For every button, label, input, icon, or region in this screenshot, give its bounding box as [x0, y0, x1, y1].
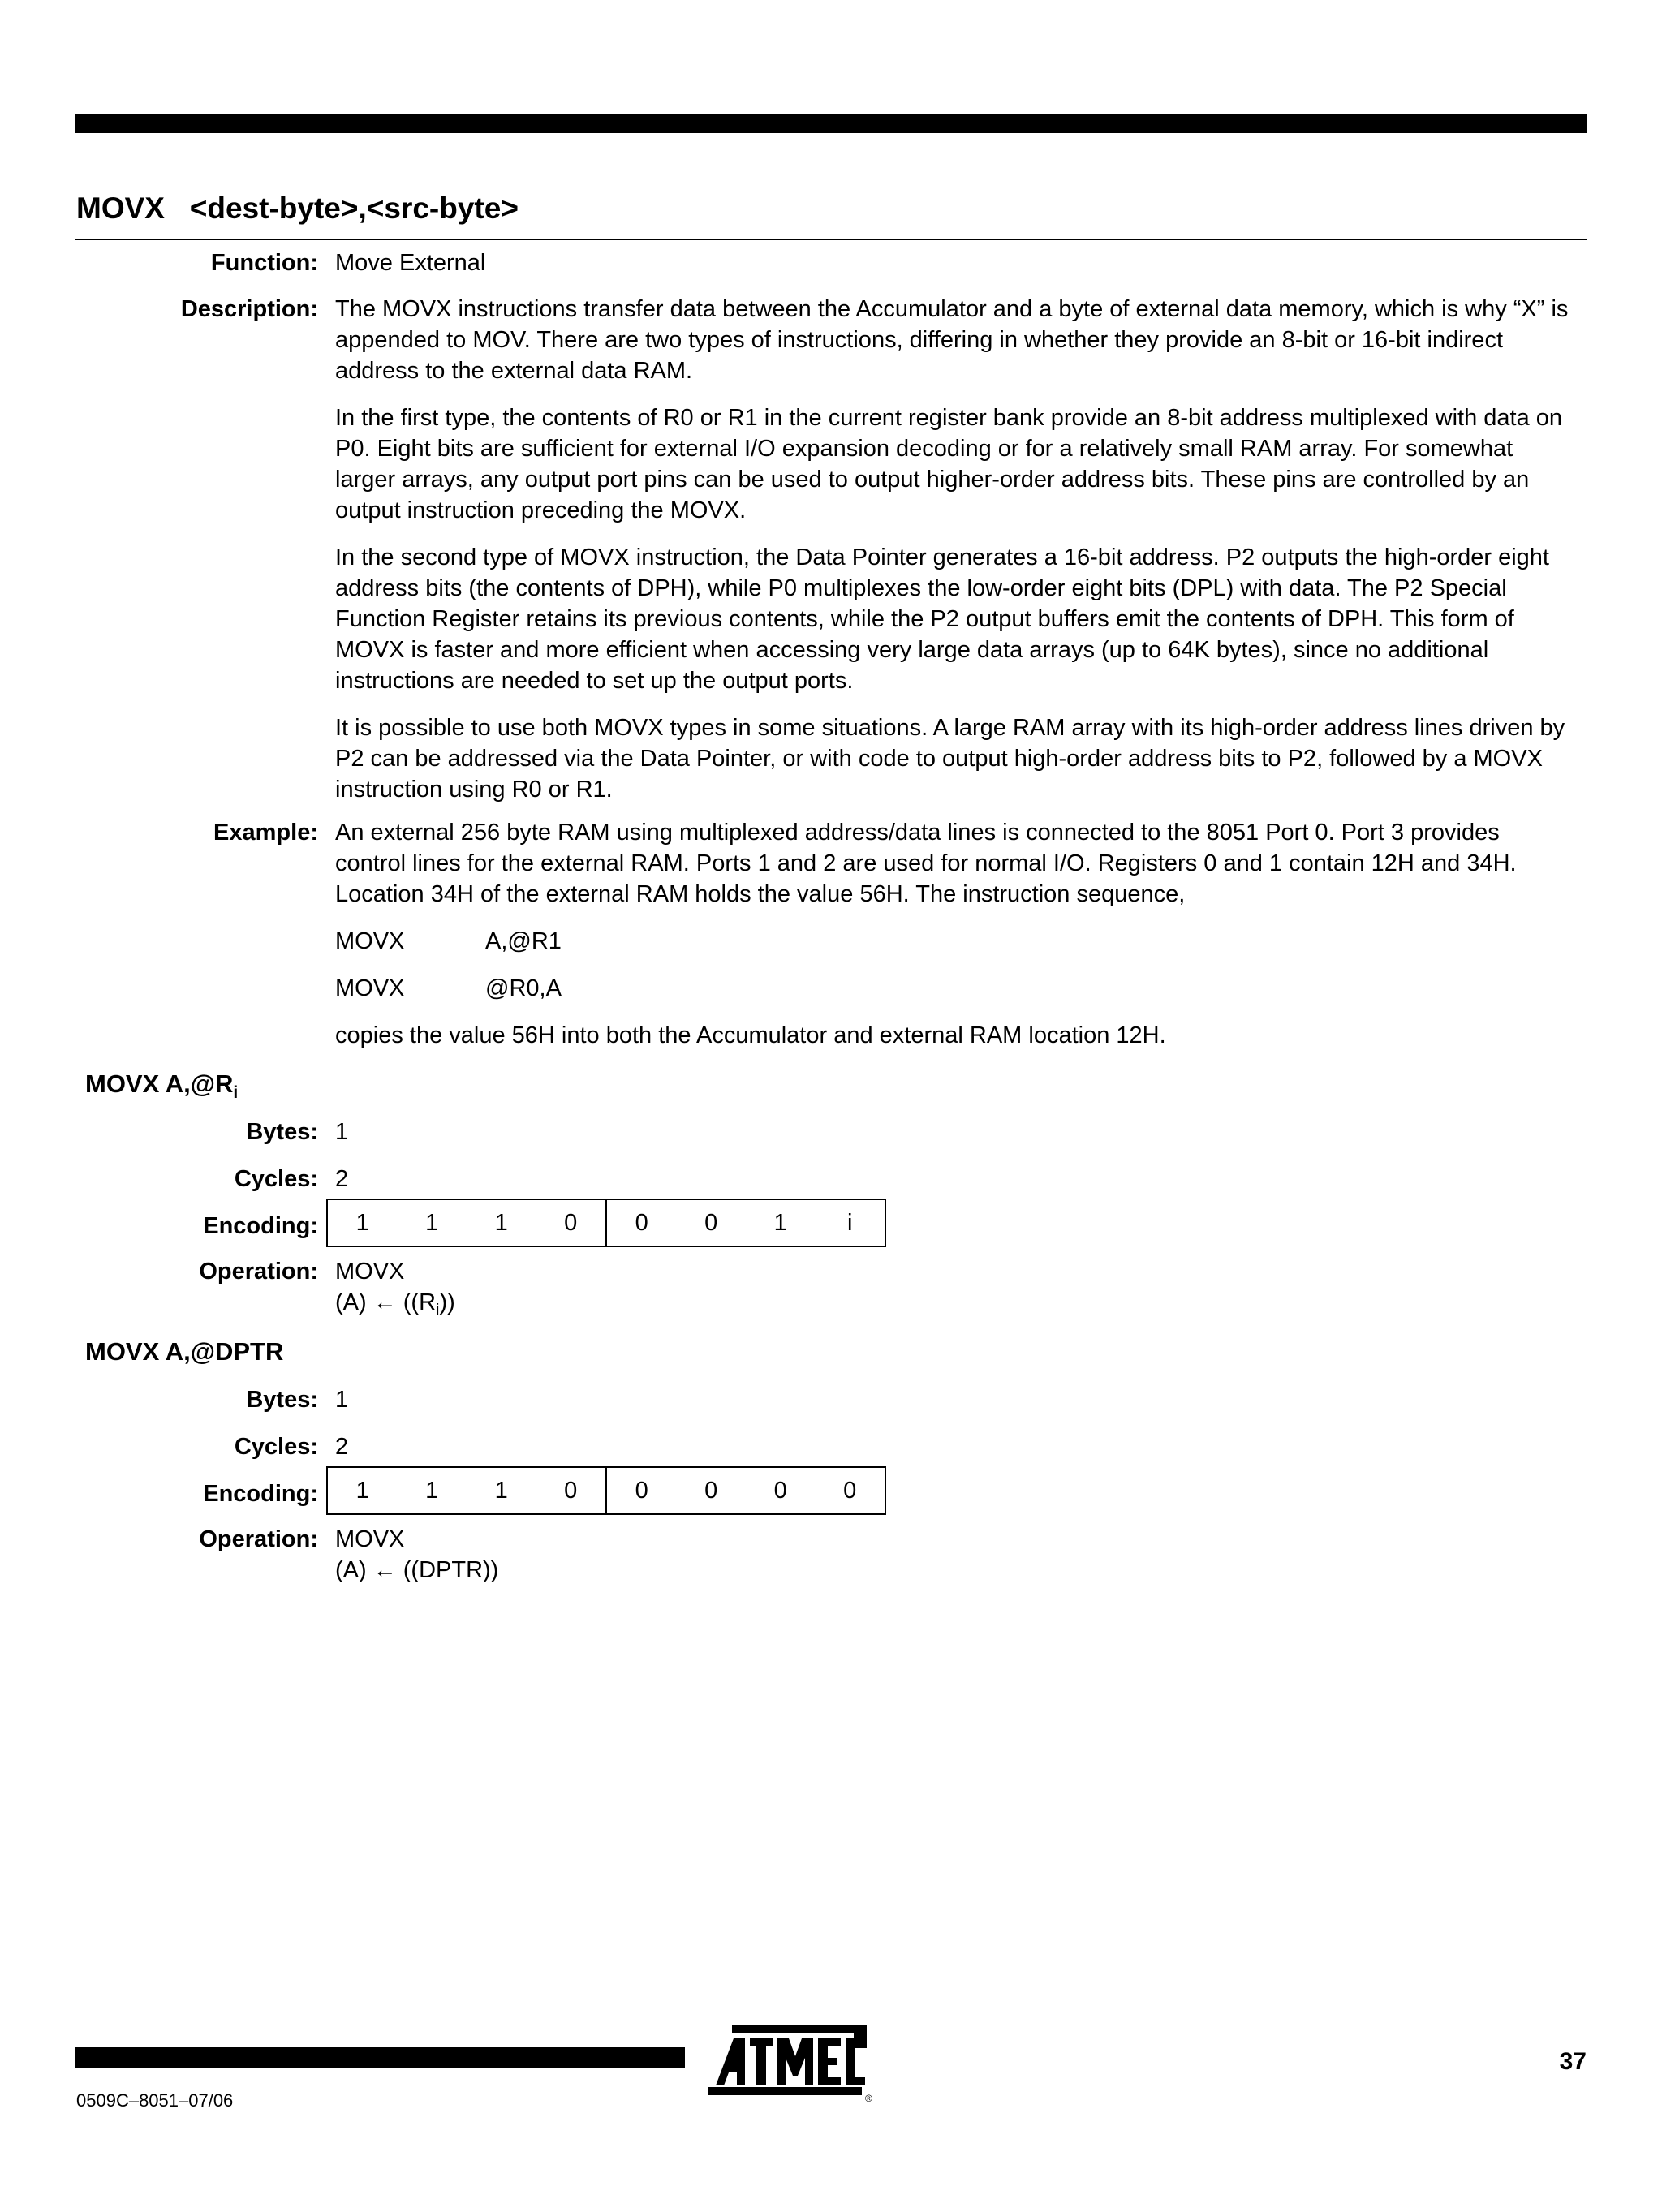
encoding-bit: 1	[355, 1478, 369, 1504]
operation-line: MOVX	[335, 1259, 405, 1285]
operation-line: (A) ← $((R_i))$	[335, 1289, 455, 1319]
encoding-bit: 0	[704, 1478, 718, 1504]
operation-value	[335, 1256, 1569, 1326]
page-title: MOVX <dest-byte>,<src-byte>	[76, 192, 519, 225]
form-heading-dptr: MOVX A,@DPTR	[85, 1337, 284, 1366]
operation-label: Operation:	[199, 1526, 318, 1552]
encoding-low-nibble	[607, 1200, 885, 1246]
encoding-bit: 1	[425, 1210, 439, 1236]
encoding-bit: 0	[564, 1478, 578, 1504]
document-code: 0509C–8051–07/06	[76, 2090, 234, 2111]
description-paragraph: It is possible to use both MOVX types in some situations. A large RAM array with its high-order address lines driven by P2 can be addressed via the Data Pointer, or with code to output high-order address bits to P2, followed by a MOVX instruction using R0 or R1.	[335, 715, 1565, 803]
code-args: @R0,A	[485, 975, 562, 1001]
code-line	[335, 926, 1569, 957]
description-paragraph: The MOVX instructions transfer data between the Accumulator and a byte of external data memory, which is why “X” is appended to MOV. There are two types of instructions, differing in whether they provide an 8-bit or 16-bit indirect address to the external data RAM.	[335, 296, 1569, 384]
encoding-bit: 0	[635, 1478, 648, 1504]
example-label: Example:	[213, 820, 318, 846]
description-body	[335, 294, 1569, 821]
form-heading-ri: MOVX $A,@R_i$	[85, 1069, 239, 1103]
operation-line: MOVX	[335, 1526, 405, 1552]
code-op: MOVX	[335, 928, 405, 954]
cycles-label: Cycles:	[234, 1434, 318, 1460]
encoding-high-nibble	[328, 1468, 607, 1513]
function-value: Move External	[335, 250, 486, 276]
bytes-value: 1	[335, 1119, 349, 1145]
description-paragraph: In the first type, the contents of R0 or R1 in the current register bank provide an 8-bit address multiplexed with data on P0. Eight bits are sufficient for external I/O expansion decoding or for a relatively small RAM array. For somewhat larger arrays, any output port pins can be used to output higher-order address bits. These pins are controlled by an output instruction preceding the MOVX.	[335, 405, 1563, 523]
encoding-bit: 0	[843, 1478, 857, 1504]
encoding-bit: i	[847, 1210, 853, 1236]
operation-value	[335, 1524, 1569, 1594]
bytes-label: Bytes:	[246, 1387, 318, 1413]
encoding-low-nibble	[607, 1468, 885, 1513]
bytes-value: 1	[335, 1387, 349, 1413]
bytes-label: Bytes:	[246, 1119, 318, 1145]
title-underline	[75, 239, 1587, 240]
example-intro: An external 256 byte RAM using multiplexed address/data lines is connected to the 8051 Port 0. Port 3 provides control lines for the external RAM. Ports 1 and 2 are used for normal I/O. Registers 0 and 1 contain 12H and 34H. Location 34H of the external RAM holds the value 56H. The instruction sequence,	[335, 820, 1517, 907]
encoding-bit: 0	[564, 1210, 578, 1236]
encoding-bit: 1	[494, 1210, 508, 1236]
encoding-label: Encoding:	[203, 1213, 318, 1239]
encoding-label: Encoding:	[203, 1481, 318, 1507]
cycles-value: 2	[335, 1434, 349, 1460]
description-paragraph: In the second type of MOVX instruction, the Data Pointer generates a 16-bit address. P2 outputs the high-order eight address bits (the contents of DPH), while P0 multiplexes the low-order eight bits (DPL) with data. The P2 Special Function Register retains its previous contents, while the P2 output buffers emit the contents of DPH. This form of MOVX is faster and more efficient when accessing very large data arrays (up to 64K bytes), since no additional instructions are needed to set up the output ports.	[335, 544, 1549, 694]
code-op: MOVX	[335, 975, 405, 1001]
encoding-bit: 0	[773, 1478, 787, 1504]
code-args: A,@R1	[485, 928, 562, 954]
description-label: Description:	[180, 296, 318, 322]
cycles-value: 2	[335, 1166, 349, 1192]
example-body	[335, 817, 1569, 1067]
operation-line: (A) ← ((DPTR))	[335, 1557, 499, 1583]
encoding-bit: 0	[635, 1210, 648, 1236]
operation-label: Operation:	[199, 1259, 318, 1285]
atmel-logo-icon	[708, 2020, 878, 2102]
encoding-bit: 0	[704, 1210, 718, 1236]
page-number: 37	[1559, 2048, 1587, 2075]
header-rule	[75, 114, 1587, 133]
code-line	[335, 973, 1569, 1004]
encoding-bit: 1	[425, 1478, 439, 1504]
registered-mark: ®	[865, 2093, 872, 2102]
cycles-label: Cycles:	[234, 1166, 318, 1192]
encoding-bit: 1	[494, 1478, 508, 1504]
encoding-bit: 1	[355, 1210, 369, 1236]
encoding-bit: 1	[773, 1210, 787, 1236]
encoding-table	[326, 1199, 886, 1247]
example-outro: copies the value 56H into both the Accumulator and external RAM location 12H.	[335, 1022, 1166, 1048]
function-label: Function:	[210, 250, 318, 276]
footer-rule	[75, 2047, 685, 2068]
encoding-high-nibble	[328, 1200, 607, 1246]
encoding-table	[326, 1466, 886, 1515]
